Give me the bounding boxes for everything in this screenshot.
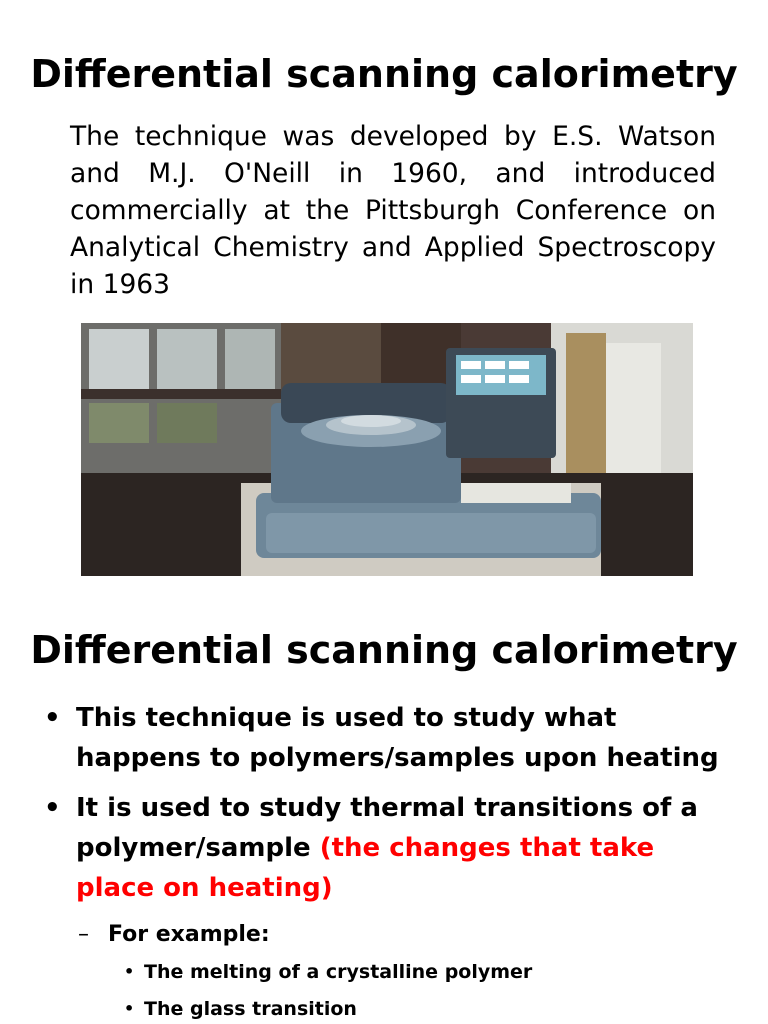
bullet-dot-icon: • <box>124 999 135 1018</box>
dash-icon: – <box>78 922 89 947</box>
bullet-dot-icon: • <box>44 703 61 733</box>
sub-heading-text: For example: <box>108 922 270 947</box>
slide1-paragraph: The technique was developed by E.S. Watson and M.J. O'Neill in 1960, and introduced commercially at the Pittsburgh Conference on Analytical Chemistry and Applied Spectroscopy in 1963 <box>70 121 716 300</box>
bullet-item <box>44 788 736 908</box>
sub-sub-bullet <box>124 996 704 1022</box>
sub-sub-bullet <box>124 959 704 985</box>
slide1-title: Differential scanning calorimetry <box>30 52 738 96</box>
dsc-instrument-photo <box>81 323 693 576</box>
bullet-dot-icon: • <box>124 962 135 981</box>
bullet-item <box>44 698 736 778</box>
sub-item-text: The melting of a crystalline polymer <box>144 961 533 983</box>
slide2-title: Differential scanning calorimetry <box>30 628 738 672</box>
sub-bullet-heading <box>78 920 708 950</box>
sub-item-text: The glass transition <box>144 998 357 1020</box>
dsc-instrument-illustration <box>81 323 693 576</box>
bullet-text: This technique is used to study what happens to polymers/samples upon heating <box>76 703 719 773</box>
bullet-text: It is used to study thermal transitions of a polymer/sample <box>76 793 698 863</box>
bullet-red-highlight: (the changes that take place on heating) <box>76 833 655 903</box>
bullet-dot-icon: • <box>44 793 61 823</box>
